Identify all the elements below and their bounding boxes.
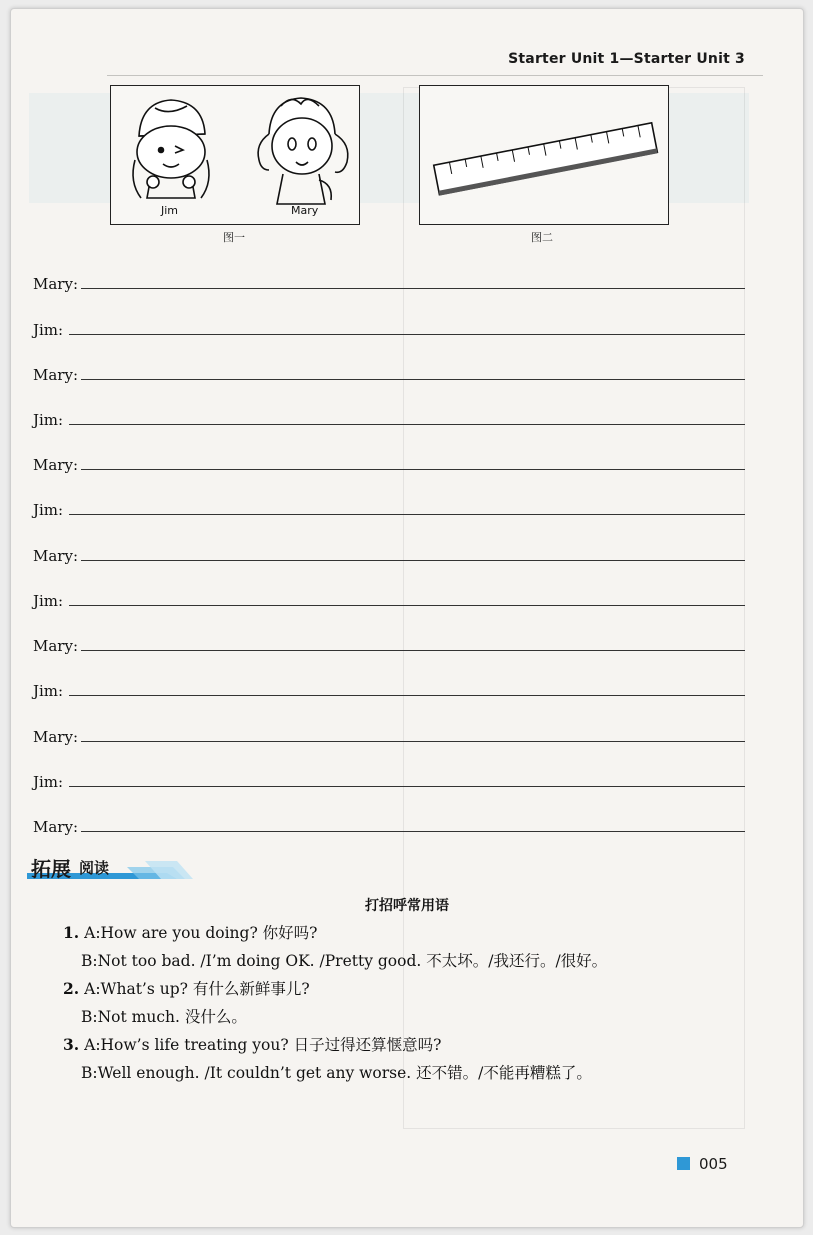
- dialogue-line[interactable]: [33, 580, 745, 610]
- speaker-label: Mary:: [33, 547, 78, 565]
- dialogue-line[interactable]: [33, 354, 745, 384]
- speaker-label: Mary:: [33, 275, 78, 293]
- speaker-label: Jim:: [33, 773, 64, 791]
- answer-blank[interactable]: [81, 560, 745, 561]
- speaker-label: Mary:: [33, 456, 78, 474]
- speaker-label: Mary:: [33, 637, 78, 655]
- ruler-illustration: [420, 86, 668, 224]
- jim-and-mary-illustration: [111, 86, 359, 224]
- answer-blank[interactable]: [69, 695, 745, 696]
- dialogue-line[interactable]: [33, 761, 745, 791]
- header-rule: [107, 75, 763, 76]
- answer-blank[interactable]: [69, 786, 745, 787]
- answer-blank[interactable]: [81, 650, 745, 651]
- item-3-answer: B:Well enough. /It couldn’t get any worse. 还不错。/不能再糟糕了。: [81, 1064, 592, 1082]
- figure-two-caption: 图二: [531, 231, 553, 244]
- answer-blank[interactable]: [81, 379, 745, 380]
- dialogue-line[interactable]: [33, 309, 745, 339]
- speaker-label: Mary:: [33, 728, 78, 746]
- speaker-label: Jim:: [33, 501, 64, 519]
- figure-one-caption: 图一: [223, 231, 245, 244]
- question-text: A:How’s life treating you? 日子过得还算惬意吗?: [84, 1036, 442, 1054]
- speaker-label: Jim:: [33, 321, 64, 339]
- item-number: 2.: [63, 979, 80, 998]
- speaker-label: Jim:: [33, 592, 64, 610]
- answer-blank[interactable]: [81, 741, 745, 742]
- dialogue-line[interactable]: [33, 444, 745, 474]
- answer-blank[interactable]: [81, 831, 745, 832]
- workbook-page: [10, 8, 804, 1228]
- banner-main-text: 拓展: [31, 857, 71, 881]
- question-text: A:What’s up? 有什么新鲜事儿?: [84, 980, 310, 998]
- answer-blank[interactable]: [81, 469, 745, 470]
- dialogue-line[interactable]: [33, 716, 745, 746]
- dialogue-line[interactable]: [33, 399, 745, 429]
- answer-blank[interactable]: [69, 514, 745, 515]
- speaker-label: Jim:: [33, 411, 64, 429]
- item-number: 3.: [63, 1035, 80, 1054]
- answer-blank[interactable]: [69, 334, 745, 335]
- item-2-answer: B:Not much. 没什么。: [81, 1008, 247, 1026]
- speaker-label: Jim:: [33, 682, 64, 700]
- item-3-question: [63, 1033, 441, 1055]
- page-number-square-icon: [677, 1157, 690, 1170]
- section-title: 打招呼常用语: [365, 898, 449, 914]
- item-2-question: [63, 977, 310, 999]
- page-header-title: Starter Unit 1—Starter Unit 3: [508, 51, 745, 67]
- speaker-label: Mary:: [33, 818, 78, 836]
- answer-blank[interactable]: [81, 288, 745, 289]
- mary-drawing: [258, 98, 348, 204]
- answer-blank[interactable]: [69, 605, 745, 606]
- jim-drawing: [133, 100, 209, 198]
- item-1-question: [63, 921, 318, 943]
- question-text: A:How are you doing? 你好吗?: [84, 924, 318, 942]
- jim-label: Jim: [161, 204, 179, 217]
- dialogue-line[interactable]: [33, 489, 745, 519]
- answer-blank[interactable]: [69, 424, 745, 425]
- item-number: 1.: [63, 923, 80, 942]
- speaker-label: Mary:: [33, 366, 78, 384]
- page-number: 005: [699, 1155, 728, 1173]
- dialogue-line[interactable]: [33, 806, 745, 836]
- figure-one-frame: [110, 85, 360, 225]
- banner-sub-text: 阅读: [79, 859, 110, 877]
- item-1-answer: B:Not too bad. /I’m doing OK. /Pretty good. 不太坏。/我还行。/很好。: [81, 952, 608, 970]
- mary-label: Mary: [291, 204, 319, 217]
- dialogue-line[interactable]: [33, 263, 745, 293]
- dialogue-line[interactable]: [33, 625, 745, 655]
- figure-two-frame: [419, 85, 669, 225]
- dialogue-line[interactable]: [33, 535, 745, 565]
- dialogue-line[interactable]: [33, 670, 745, 700]
- extension-reading-banner: [27, 853, 195, 879]
